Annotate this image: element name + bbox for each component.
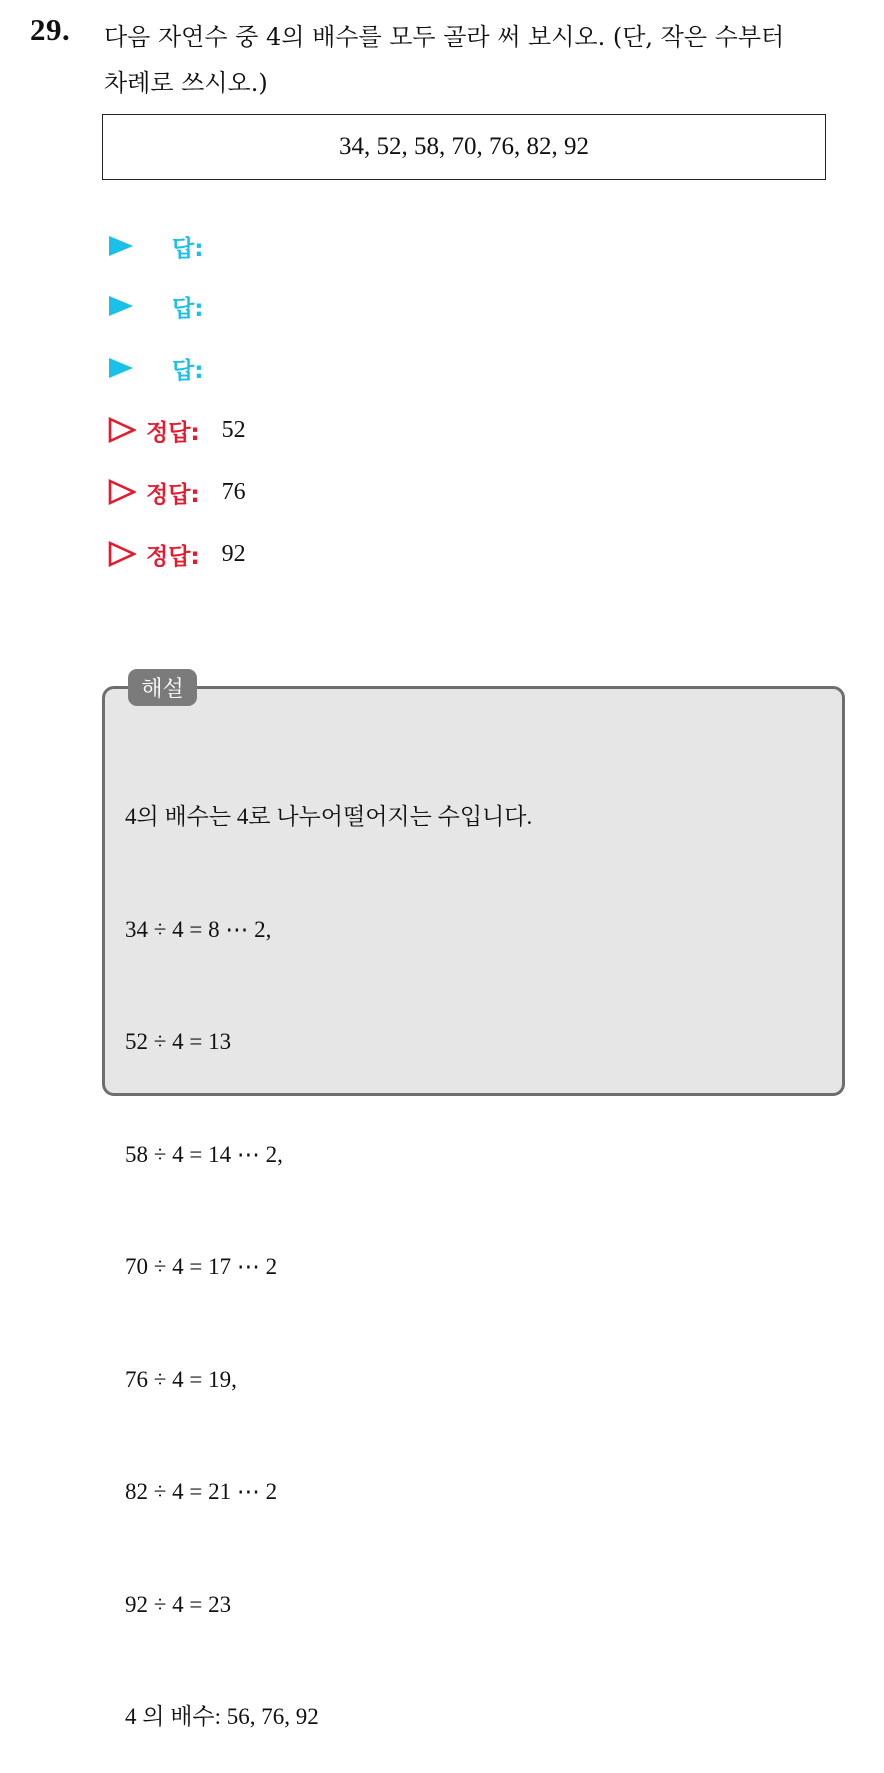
answer-row (108, 226, 203, 266)
solution-line: 52 ÷ 4 = 13 (125, 1029, 232, 1054)
solution-line: 82 ÷ 4 = 21 ⋯ 2 (125, 1479, 278, 1504)
correct-answer-value: 52 (221, 416, 246, 443)
question-text: 다음 자연수 중 4의 배수를 모두 골라 써 보시오. (단, 작은 수부터 차례로 쓰시오.) (104, 23, 785, 97)
correct-answer-label: 정답: (146, 481, 200, 508)
correct-answer-row (108, 534, 246, 574)
correct-answer-label: 정답: (146, 543, 200, 570)
red-outline-triangle-icon (108, 541, 136, 567)
solution-line: 34 ÷ 4 = 8 ⋯ 2, (125, 916, 272, 942)
red-outline-triangle-icon (108, 479, 136, 505)
solution-lines (125, 723, 532, 1773)
correct-answer-label: 정답: (146, 419, 200, 446)
solution-line: 76 ÷ 4 = 19, (125, 1366, 237, 1392)
cyan-play-triangle-icon (108, 295, 134, 317)
solution-line: 58 ÷ 4 = 14 ⋯ 2, (125, 1141, 283, 1167)
solution-line: 4의 배수는 4로 나누어떨어지는 수입니다. (125, 804, 533, 829)
solution-line: 70 ÷ 4 = 17 ⋯ 2 (125, 1254, 278, 1279)
cyan-play-triangle-icon (108, 235, 134, 257)
red-outline-triangle-icon (108, 417, 136, 443)
correct-answer-row (108, 410, 246, 450)
cyan-play-triangle-icon (108, 357, 134, 379)
solution-line: 4 의 배수: 56, 76, 92 (125, 1704, 319, 1729)
answer-label: 답: (172, 357, 204, 384)
correct-answer-value: 92 (221, 540, 246, 567)
answer-row (108, 286, 203, 326)
numbers-box: 34, 52, 58, 70, 76, 82, 92 (102, 114, 826, 180)
correct-answer-row (108, 472, 246, 512)
question-number: 29. (30, 12, 71, 47)
answer-label: 답: (172, 295, 204, 322)
solution-tab: 해설 (128, 669, 197, 706)
correct-answer-value: 76 (221, 478, 246, 505)
answer-label: 답: (172, 235, 204, 262)
answer-row (108, 348, 203, 388)
solution-line: 92 ÷ 4 = 23 (125, 1591, 232, 1617)
